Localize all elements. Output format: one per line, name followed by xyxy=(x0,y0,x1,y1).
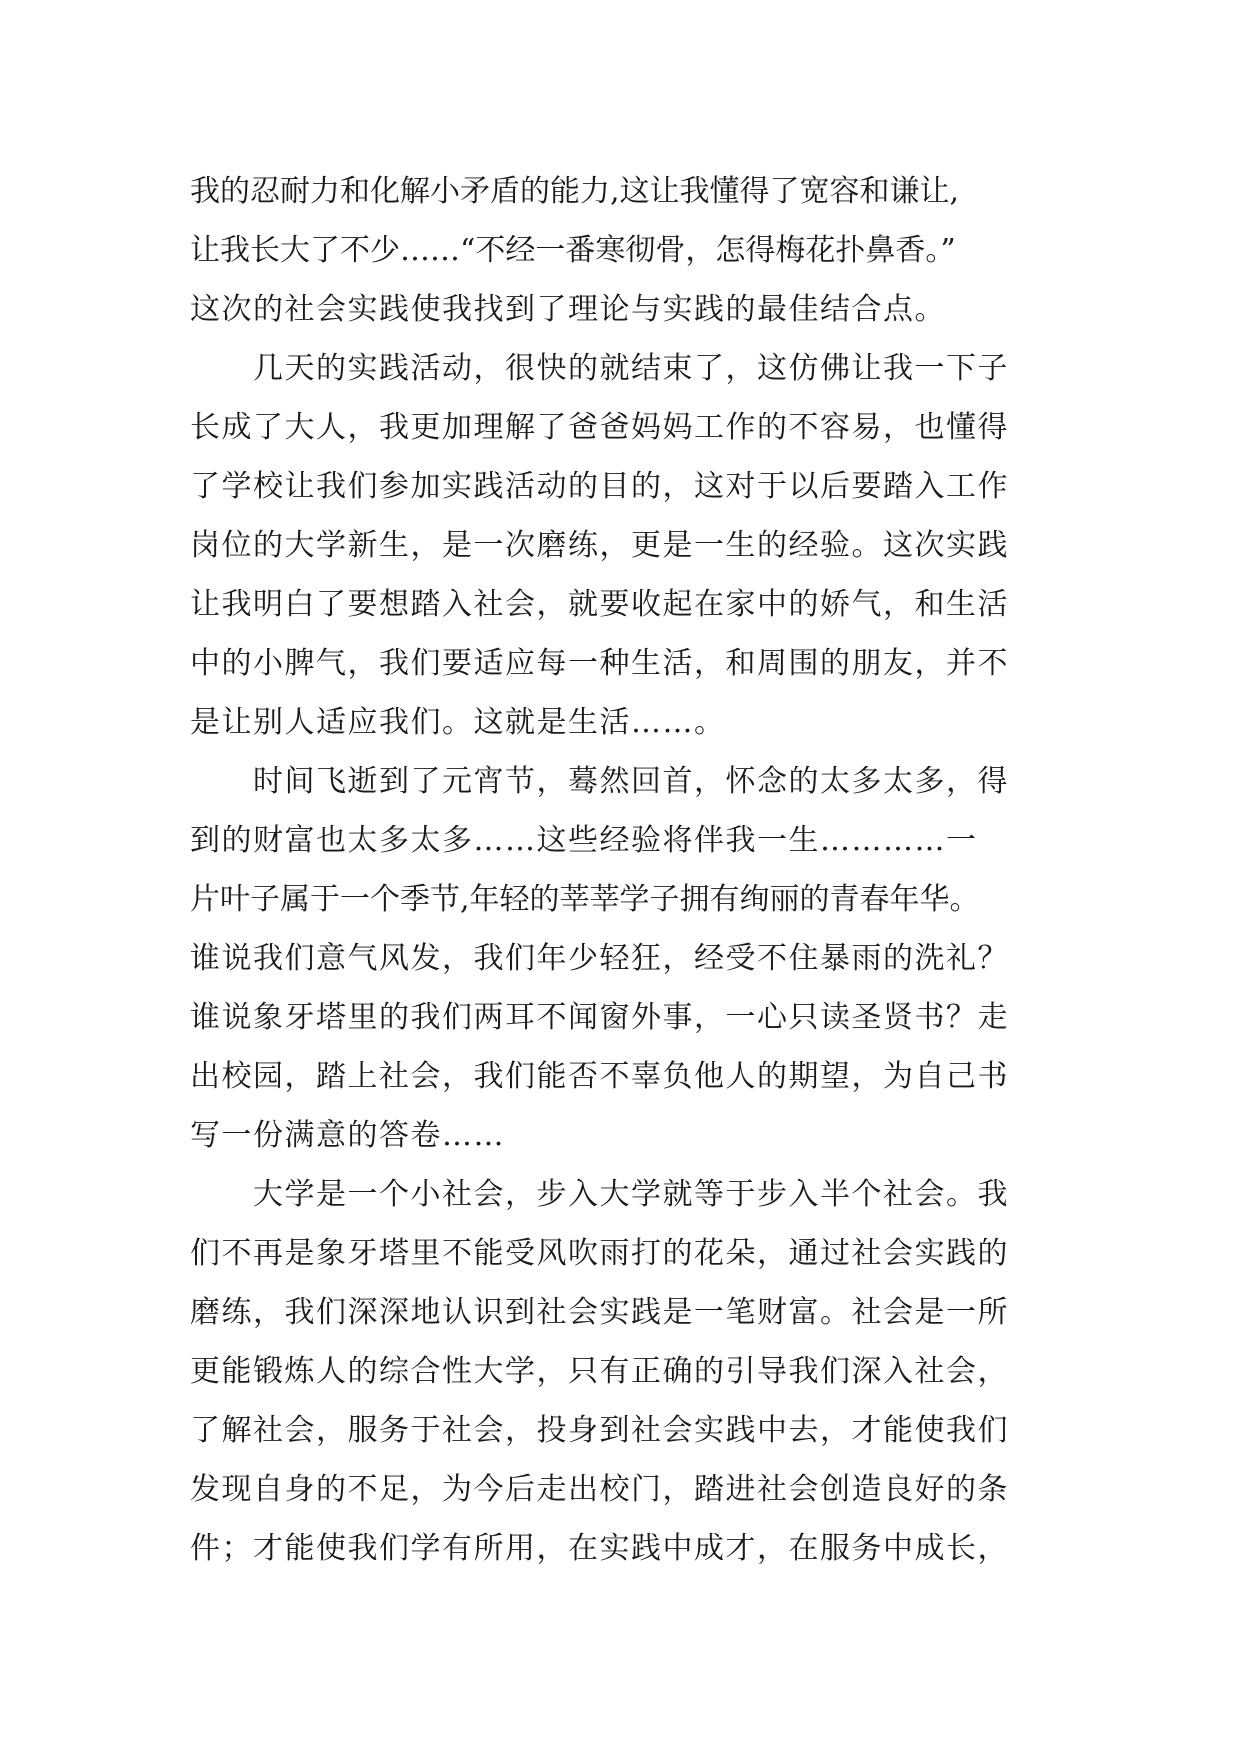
text-line: 谁说象牙塔里的我们两耳不闻窗外事，一心只读圣贤书？走 xyxy=(190,1000,1009,1035)
text-line: 件；才能使我们学有所用，在实践中成才，在服务中成长， xyxy=(190,1531,1009,1566)
text-line: 发现自身的不足，为今后走出校门，踏进社会创造良好的条 xyxy=(190,1472,1009,1507)
text-line: 了学校让我们参加实践活动的目的，这对于以后要踏入工作 xyxy=(190,469,1009,504)
text-line: 岗位的大学新生，是一次磨练，更是一生的经验。这次实践 xyxy=(190,528,1009,563)
text-line: 大学是一个小社会，步入大学就等于步入半个社会。我 xyxy=(190,1177,1009,1212)
text-line: 片叶子属于一个季节,年轻的莘莘学子拥有绚丽的青春年华。 xyxy=(190,882,980,917)
text-line: 磨练，我们深深地认识到社会实践是一笔财富。社会是一所 xyxy=(190,1295,1009,1330)
text-line: 长成了大人，我更加理解了爸爸妈妈工作的不容易，也懂得 xyxy=(190,410,1009,445)
text-line: 时间飞逝到了元宵节，蓦然回首，怀念的太多太多，得 xyxy=(190,764,1009,799)
text-line: 中的小脾气，我们要适应每一种生活，和周围的朋友，并不 xyxy=(190,646,1009,681)
text-line: 到的财富也太多太多……这些经验将伴我一生…………一 xyxy=(190,823,978,858)
text-line: 是让别人适应我们。这就是生活……。 xyxy=(190,705,726,740)
body-text xyxy=(190,162,1070,1578)
text-line: 写一份满意的答卷…… xyxy=(190,1118,505,1153)
text-line: 更能锻炼人的综合性大学，只有正确的引导我们深入社会， xyxy=(190,1354,1009,1389)
text-line: 了解社会，服务于社会，投身到社会实践中去，才能使我们 xyxy=(190,1413,1009,1448)
text-line: 我的忍耐力和化解小矛盾的能力,这让我懂得了宽容和谦让, xyxy=(190,174,960,209)
text-line: 几天的实践活动，很快的就结束了，这仿佛让我一下子 xyxy=(190,351,1009,386)
text-line: 出校园，踏上社会，我们能否不辜负他人的期望，为自己书 xyxy=(190,1059,1009,1094)
text-line: 们不再是象牙塔里不能受风吹雨打的花朵，通过社会实践的 xyxy=(190,1236,1009,1271)
text-line: 让我长大了不少……“不经一番寒彻骨，怎得梅花扑鼻香。” xyxy=(190,233,956,268)
text-line: 谁说我们意气风发，我们年少轻狂，经受不住暴雨的洗礼？ xyxy=(190,941,1009,976)
text-line: 这次的社会实践使我找到了理论与实践的最佳结合点。 xyxy=(190,292,946,327)
text-line: 让我明白了要想踏入社会，就要收起在家中的娇气，和生活 xyxy=(190,587,1009,622)
